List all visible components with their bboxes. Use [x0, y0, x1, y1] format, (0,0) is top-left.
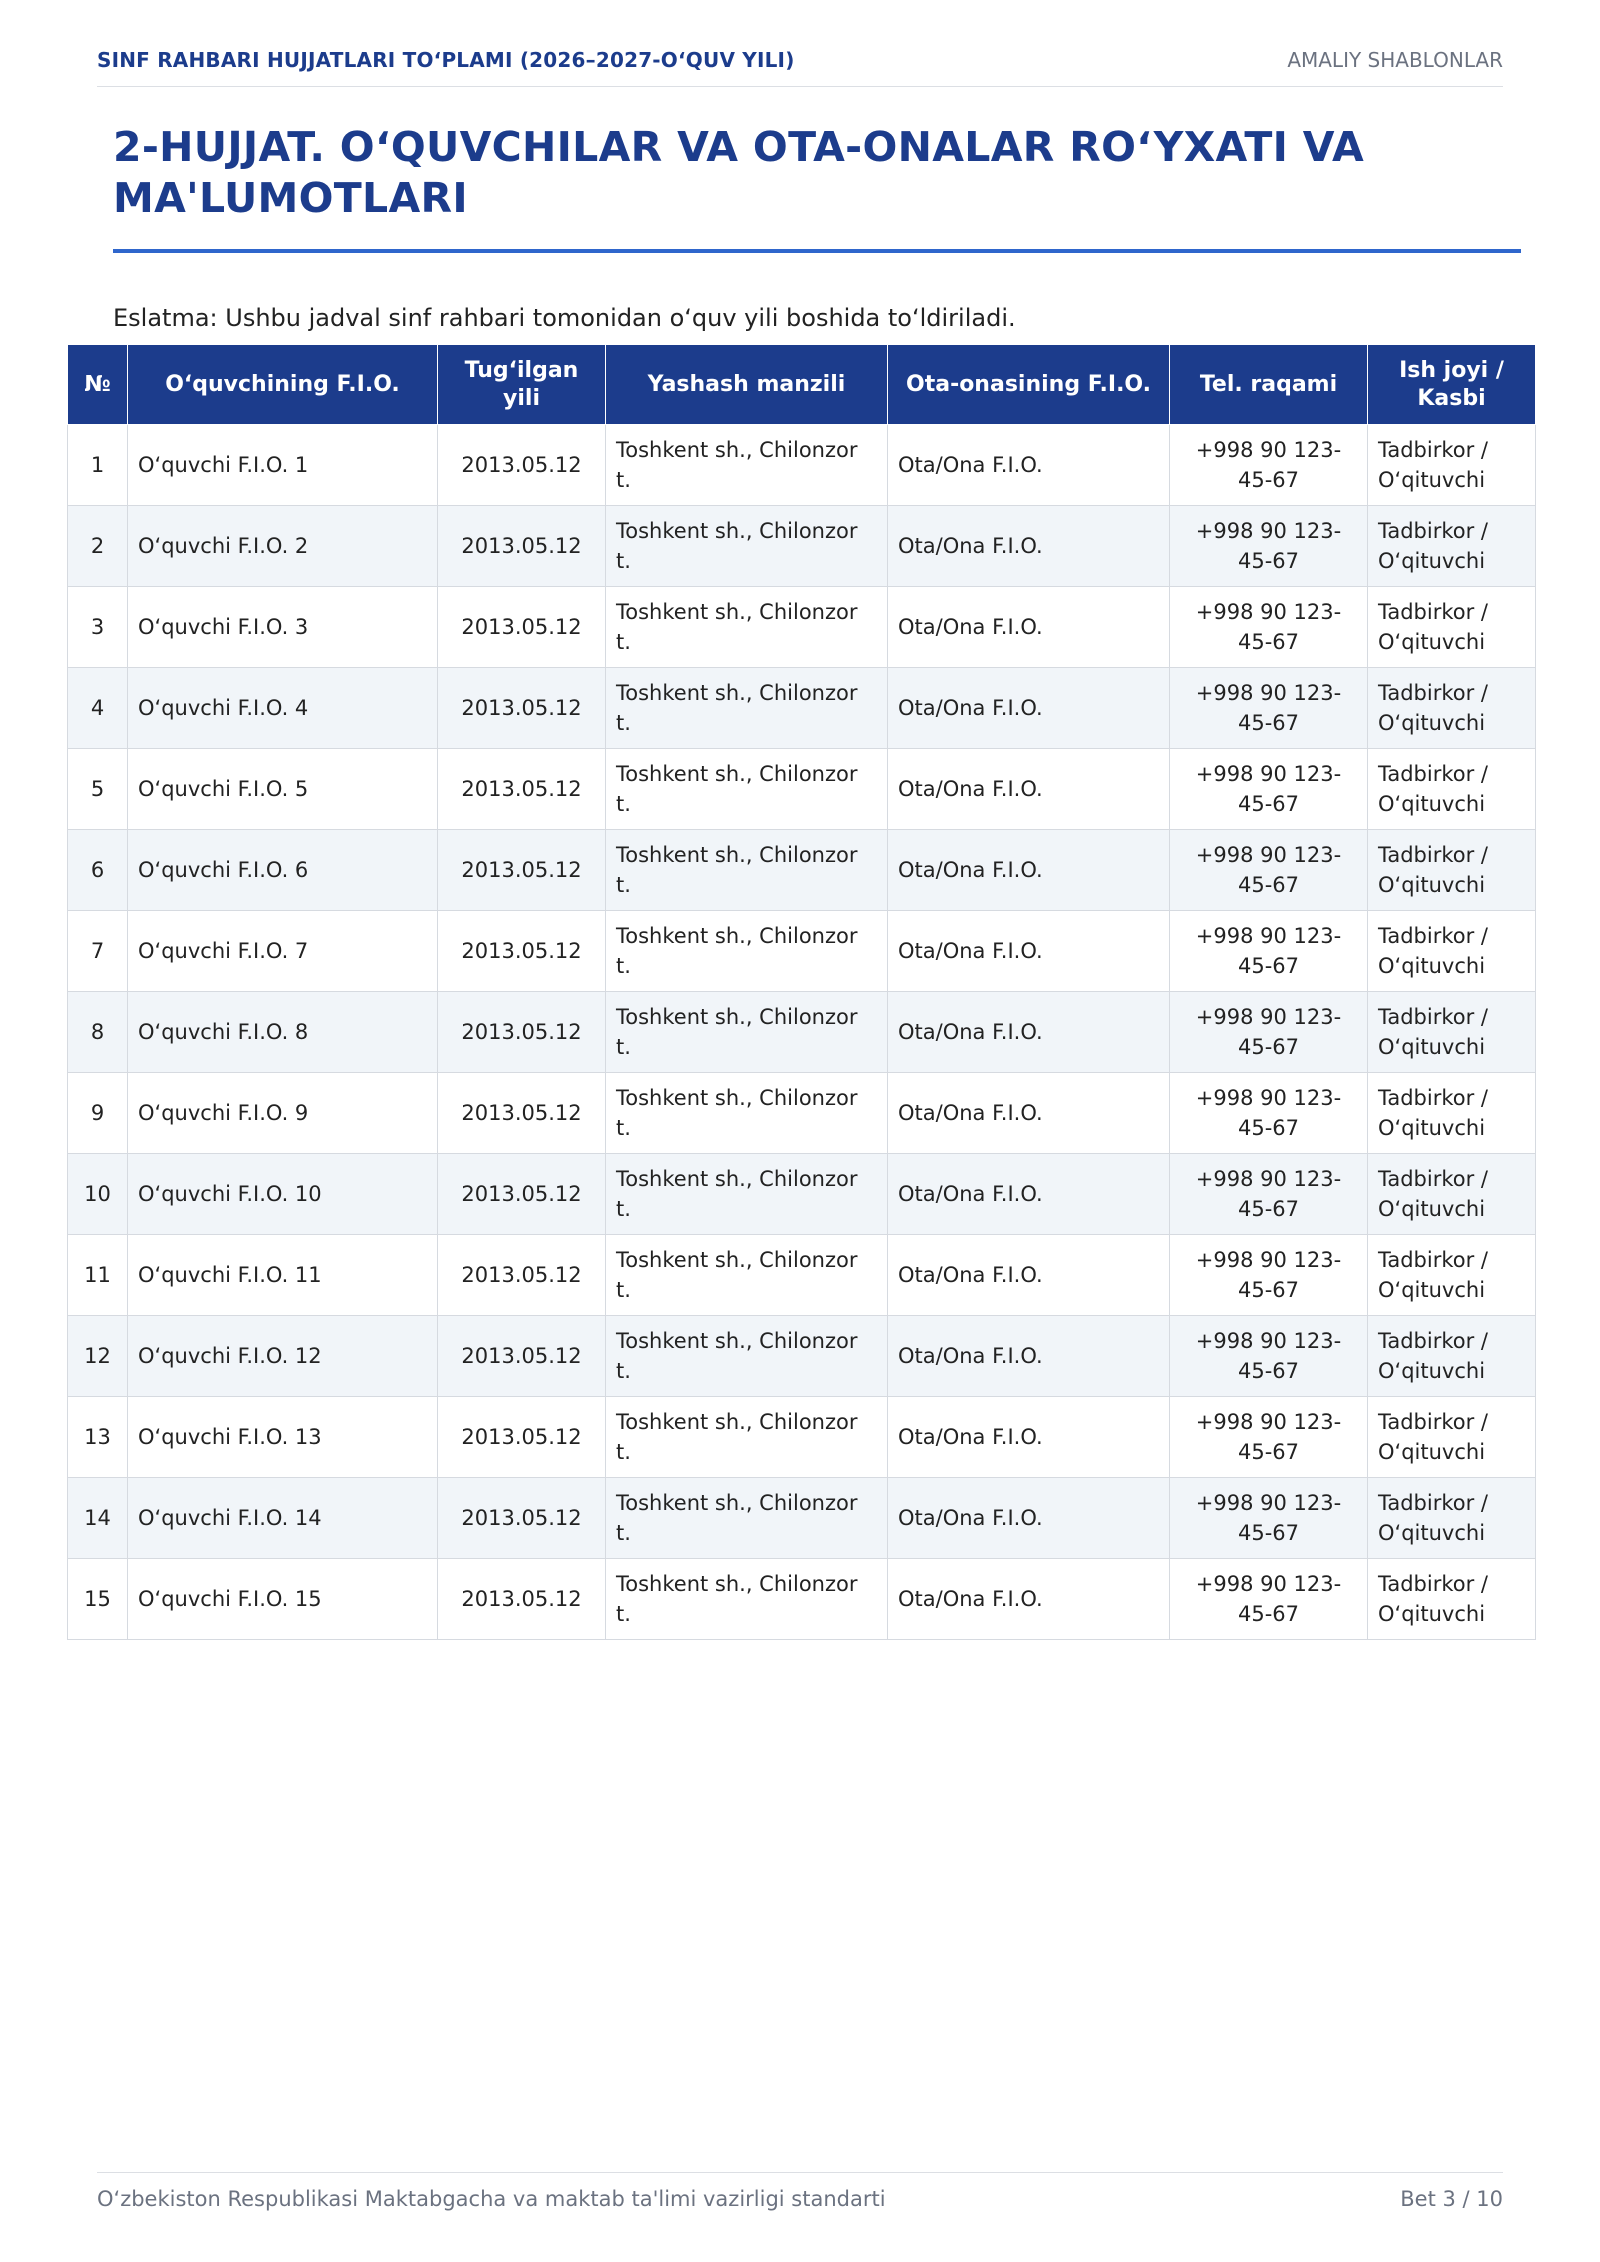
- address-cell: Toshkent sh., Chilonzor t.: [606, 1478, 888, 1559]
- parent-name-cell: Ota/Ona F.I.O.: [888, 749, 1170, 830]
- student-name-cell: O‘quvchi F.I.O. 7: [128, 911, 438, 992]
- row-number-cell: 3: [68, 587, 128, 668]
- footer-standard-text: O‘zbekiston Respublikasi Maktabgacha va maktab ta'limi vazirligi standarti: [97, 2187, 886, 2211]
- column-header-occupation: Ish joyi / Kasbi: [1368, 345, 1536, 425]
- parent-name-cell: Ota/Ona F.I.O.: [888, 830, 1170, 911]
- students-table: [67, 344, 1536, 1640]
- phone-number-cell: +998 90 123-45-67: [1170, 506, 1368, 587]
- address-cell: Toshkent sh., Chilonzor t.: [606, 1316, 888, 1397]
- phone-number-cell: +998 90 123-45-67: [1170, 1397, 1368, 1478]
- phone-number-cell: +998 90 123-45-67: [1170, 749, 1368, 830]
- table-row: [68, 1316, 1536, 1397]
- address-cell: Toshkent sh., Chilonzor t.: [606, 668, 888, 749]
- page-title: 2-HUJJAT. O‘QUVCHILAR VA OTA-ONALAR RO‘YXATI VA MA'LUMOTLARI: [113, 123, 1365, 222]
- phone-number-cell: +998 90 123-45-67: [1170, 587, 1368, 668]
- page-number: Bet 3 / 10: [1400, 2187, 1503, 2211]
- address-cell: Toshkent sh., Chilonzor t.: [606, 506, 888, 587]
- occupation-cell: Tadbirkor / O‘qituvchi: [1368, 992, 1536, 1073]
- address-cell: Toshkent sh., Chilonzor t.: [606, 911, 888, 992]
- row-number-cell: 11: [68, 1235, 128, 1316]
- parent-name-cell: Ota/Ona F.I.O.: [888, 506, 1170, 587]
- row-number-cell: 8: [68, 992, 128, 1073]
- phone-number-cell: +998 90 123-45-67: [1170, 425, 1368, 506]
- table-row: [68, 911, 1536, 992]
- table-row: [68, 830, 1536, 911]
- address-cell: Toshkent sh., Chilonzor t.: [606, 1235, 888, 1316]
- column-header-student-name: O‘quvchining F.I.O.: [128, 345, 438, 425]
- birth-date-cell: 2013.05.12: [438, 668, 606, 749]
- birth-date-cell: 2013.05.12: [438, 1154, 606, 1235]
- birth-date-cell: 2013.05.12: [438, 1559, 606, 1640]
- occupation-cell: Tadbirkor / O‘qituvchi: [1368, 830, 1536, 911]
- row-number-cell: 1: [68, 425, 128, 506]
- student-name-cell: O‘quvchi F.I.O. 13: [128, 1397, 438, 1478]
- row-number-cell: 12: [68, 1316, 128, 1397]
- address-cell: Toshkent sh., Chilonzor t.: [606, 992, 888, 1073]
- address-cell: Toshkent sh., Chilonzor t.: [606, 1397, 888, 1478]
- column-header-birth-date: Tug‘ilgan yili: [438, 345, 606, 425]
- occupation-cell: Tadbirkor / O‘qituvchi: [1368, 1235, 1536, 1316]
- column-header-number: №: [68, 345, 128, 425]
- student-name-cell: O‘quvchi F.I.O. 3: [128, 587, 438, 668]
- parent-name-cell: Ota/Ona F.I.O.: [888, 1559, 1170, 1640]
- column-header-address: Yashash manzili: [606, 345, 888, 425]
- phone-number-cell: +998 90 123-45-67: [1170, 668, 1368, 749]
- occupation-cell: Tadbirkor / O‘qituvchi: [1368, 1478, 1536, 1559]
- occupation-cell: Tadbirkor / O‘qituvchi: [1368, 425, 1536, 506]
- student-name-cell: O‘quvchi F.I.O. 12: [128, 1316, 438, 1397]
- table-row: [68, 587, 1536, 668]
- column-header-parent-name: Ota-onasining F.I.O.: [888, 345, 1170, 425]
- parent-name-cell: Ota/Ona F.I.O.: [888, 1316, 1170, 1397]
- table-body: [68, 425, 1536, 1640]
- table-row: [68, 1235, 1536, 1316]
- row-number-cell: 5: [68, 749, 128, 830]
- birth-date-cell: 2013.05.12: [438, 506, 606, 587]
- address-cell: Toshkent sh., Chilonzor t.: [606, 425, 888, 506]
- row-number-cell: 15: [68, 1559, 128, 1640]
- phone-number-cell: +998 90 123-45-67: [1170, 830, 1368, 911]
- phone-number-cell: +998 90 123-45-67: [1170, 992, 1368, 1073]
- birth-date-cell: 2013.05.12: [438, 1235, 606, 1316]
- row-number-cell: 13: [68, 1397, 128, 1478]
- title-divider: [113, 249, 1521, 253]
- parent-name-cell: Ota/Ona F.I.O.: [888, 668, 1170, 749]
- parent-name-cell: Ota/Ona F.I.O.: [888, 1235, 1170, 1316]
- student-name-cell: O‘quvchi F.I.O. 11: [128, 1235, 438, 1316]
- running-header: [97, 48, 1503, 87]
- phone-number-cell: +998 90 123-45-67: [1170, 1316, 1368, 1397]
- parent-name-cell: Ota/Ona F.I.O.: [888, 1154, 1170, 1235]
- table-row: [68, 425, 1536, 506]
- table-row: [68, 506, 1536, 587]
- phone-number-cell: +998 90 123-45-67: [1170, 1478, 1368, 1559]
- occupation-cell: Tadbirkor / O‘qituvchi: [1368, 506, 1536, 587]
- address-cell: Toshkent sh., Chilonzor t.: [606, 587, 888, 668]
- table-row: [68, 1559, 1536, 1640]
- address-cell: Toshkent sh., Chilonzor t.: [606, 1073, 888, 1154]
- student-name-cell: O‘quvchi F.I.O. 15: [128, 1559, 438, 1640]
- occupation-cell: Tadbirkor / O‘qituvchi: [1368, 749, 1536, 830]
- address-cell: Toshkent sh., Chilonzor t.: [606, 1154, 888, 1235]
- parent-name-cell: Ota/Ona F.I.O.: [888, 587, 1170, 668]
- parent-name-cell: Ota/Ona F.I.O.: [888, 425, 1170, 506]
- birth-date-cell: 2013.05.12: [438, 911, 606, 992]
- student-name-cell: O‘quvchi F.I.O. 2: [128, 506, 438, 587]
- address-cell: Toshkent sh., Chilonzor t.: [606, 749, 888, 830]
- parent-name-cell: Ota/Ona F.I.O.: [888, 1397, 1170, 1478]
- birth-date-cell: 2013.05.12: [438, 1073, 606, 1154]
- student-name-cell: O‘quvchi F.I.O. 5: [128, 749, 438, 830]
- student-name-cell: O‘quvchi F.I.O. 4: [128, 668, 438, 749]
- phone-number-cell: +998 90 123-45-67: [1170, 1235, 1368, 1316]
- birth-date-cell: 2013.05.12: [438, 587, 606, 668]
- row-number-cell: 2: [68, 506, 128, 587]
- birth-date-cell: 2013.05.12: [438, 425, 606, 506]
- occupation-cell: Tadbirkor / O‘qituvchi: [1368, 1073, 1536, 1154]
- birth-date-cell: 2013.05.12: [438, 749, 606, 830]
- student-name-cell: O‘quvchi F.I.O. 6: [128, 830, 438, 911]
- occupation-cell: Tadbirkor / O‘qituvchi: [1368, 587, 1536, 668]
- address-cell: Toshkent sh., Chilonzor t.: [606, 830, 888, 911]
- parent-name-cell: Ota/Ona F.I.O.: [888, 911, 1170, 992]
- row-number-cell: 4: [68, 668, 128, 749]
- table-row: [68, 1154, 1536, 1235]
- birth-date-cell: 2013.05.12: [438, 830, 606, 911]
- document-collection-title: SINF RAHBARI HUJJATLARI TO‘PLAMI (2026–2027-O‘QUV YILI): [97, 48, 795, 72]
- row-number-cell: 9: [68, 1073, 128, 1154]
- student-name-cell: O‘quvchi F.I.O. 10: [128, 1154, 438, 1235]
- section-label: AMALIY SHABLONLAR: [1287, 48, 1503, 72]
- phone-number-cell: +998 90 123-45-67: [1170, 1559, 1368, 1640]
- row-number-cell: 6: [68, 830, 128, 911]
- table-row: [68, 992, 1536, 1073]
- row-number-cell: 7: [68, 911, 128, 992]
- birth-date-cell: 2013.05.12: [438, 992, 606, 1073]
- column-header-phone: Tel. raqami: [1170, 345, 1368, 425]
- occupation-cell: Tadbirkor / O‘qituvchi: [1368, 1316, 1536, 1397]
- address-cell: Toshkent sh., Chilonzor t.: [606, 1559, 888, 1640]
- student-name-cell: O‘quvchi F.I.O. 9: [128, 1073, 438, 1154]
- occupation-cell: Tadbirkor / O‘qituvchi: [1368, 1154, 1536, 1235]
- student-name-cell: O‘quvchi F.I.O. 8: [128, 992, 438, 1073]
- table-row: [68, 1397, 1536, 1478]
- row-number-cell: 14: [68, 1478, 128, 1559]
- birth-date-cell: 2013.05.12: [438, 1478, 606, 1559]
- birth-date-cell: 2013.05.12: [438, 1397, 606, 1478]
- table-row: [68, 749, 1536, 830]
- parent-name-cell: Ota/Ona F.I.O.: [888, 1478, 1170, 1559]
- note-text: Eslatma: Ushbu jadval sinf rahbari tomonidan o‘quv yili boshida to‘ldiriladi.: [113, 304, 1016, 332]
- table-row: [68, 1478, 1536, 1559]
- parent-name-cell: Ota/Ona F.I.O.: [888, 992, 1170, 1073]
- phone-number-cell: +998 90 123-45-67: [1170, 1073, 1368, 1154]
- phone-number-cell: +998 90 123-45-67: [1170, 911, 1368, 992]
- table-row: [68, 1073, 1536, 1154]
- table-row: [68, 668, 1536, 749]
- occupation-cell: Tadbirkor / O‘qituvchi: [1368, 668, 1536, 749]
- running-footer: [97, 2172, 1503, 2211]
- birth-date-cell: 2013.05.12: [438, 1316, 606, 1397]
- parent-name-cell: Ota/Ona F.I.O.: [888, 1073, 1170, 1154]
- occupation-cell: Tadbirkor / O‘qituvchi: [1368, 1397, 1536, 1478]
- student-name-cell: O‘quvchi F.I.O. 14: [128, 1478, 438, 1559]
- table-header-row: [68, 345, 1536, 425]
- student-name-cell: O‘quvchi F.I.O. 1: [128, 425, 438, 506]
- occupation-cell: Tadbirkor / O‘qituvchi: [1368, 911, 1536, 992]
- row-number-cell: 10: [68, 1154, 128, 1235]
- phone-number-cell: +998 90 123-45-67: [1170, 1154, 1368, 1235]
- occupation-cell: Tadbirkor / O‘qituvchi: [1368, 1559, 1536, 1640]
